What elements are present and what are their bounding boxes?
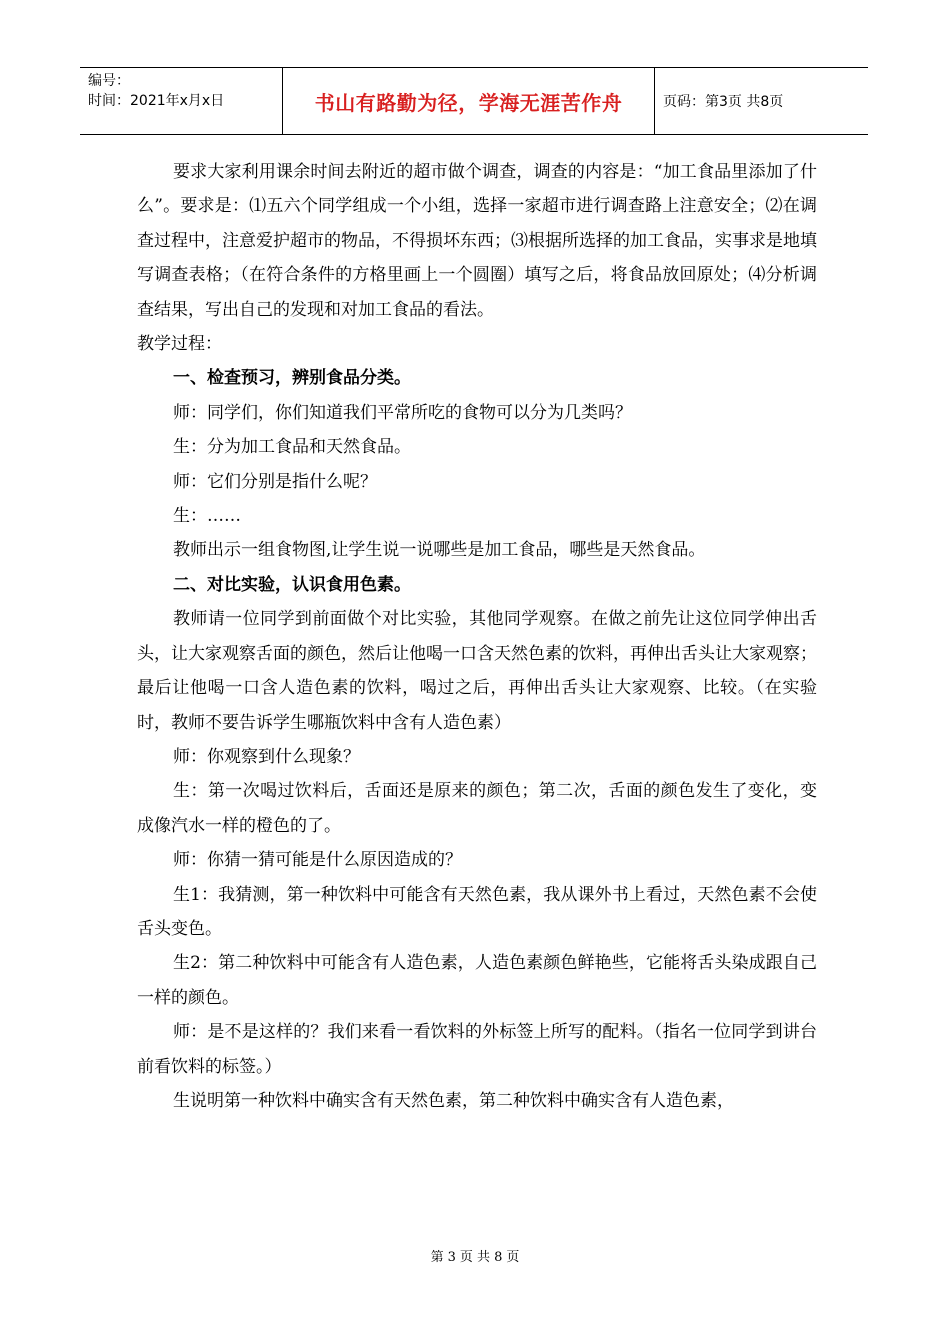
page-footer xyxy=(0,1246,950,1265)
paragraph: 生说明第一种饮料中确实含有天然色素，第二种饮料中确实含有人造色素， xyxy=(173,1090,734,1111)
page-info: 页码：第3页 共8页 xyxy=(663,94,784,110)
footer-middle: 页 共 xyxy=(459,1250,491,1265)
paragraph: 教师请一位同学到前面做个对比实验，其他同学观察。在做之前先让这位同学伸出舌头，让大家观察舌面的颜色，然后让他喝一口含天然色素的饮料，再伸出舌头让大家观察；最后让他喝一口含人造色素的饮料，喝过之后，再伸出舌头让大家观察、比较。（在实验时，教师不要告诉学生哪瓶饮料中含有人造色素） xyxy=(137,609,817,733)
motto: 书山有路勤为径，学海无涯苦作舟 xyxy=(314,90,623,115)
number-label: 编号： xyxy=(88,73,130,89)
paragraph: 生2：第二种饮料中可能含有人造色素，人造色素颜色鲜艳些，它能将舌头染成跟自己一样的颜色。 xyxy=(137,953,817,1008)
section-heading-two: 二、对比实验，认识食用色素。 xyxy=(173,574,411,595)
paragraph: 师：它们分别是指什么呢？ xyxy=(173,471,377,492)
paragraph: 生：第一次喝过饮料后，舌面还是原来的颜色；第二次，舌面的颜色发生了变化，变成像汽水一样的橙色的了。 xyxy=(137,781,817,836)
page-header xyxy=(80,67,868,135)
footer-prefix: 第 xyxy=(430,1250,444,1265)
section-heading-one: 一、检查预习，辨别食品分类。 xyxy=(173,368,411,389)
time-label: 时间：2021年x月x日 xyxy=(88,93,225,109)
paragraph: 师：你观察到什么现象？ xyxy=(173,746,360,767)
footer-total-pages: 8 xyxy=(494,1250,503,1265)
paragraph-survey-requirements: 要求大家利用课余时间去附近的超市做个调查，调查的内容是：“加工食品里添加了什么”。要求是：⑴五六个同学组成一个小组，选择一家超市进行调查路上注意安全；⑵在调查过程中，注意爱护超市的物品，不得损坏东西；⑶根据所选择的加工食品，实事求是地填写调查表格；（在符合条件的方格里画上一个圆圈）填写之后，将食品放回原处；⑷分析调查结果，写出自己的发现和对加工食品的看法。 xyxy=(137,162,817,320)
paragraph: 教师出示一组食物图,让学生说一说哪些是加工食品，哪些是天然食品。 xyxy=(173,540,706,561)
paragraph: 生1：我猜测，第一种饮料中可能含有天然色素，我从课外书上看过，天然色素不会使舌头变色。 xyxy=(137,884,817,939)
paragraph: 生：…… xyxy=(173,506,241,527)
paragraph: 生：分为加工食品和天然食品。 xyxy=(173,437,411,458)
header-middle-cell xyxy=(283,68,655,134)
paragraph: 师：你猜一猜可能是什么原因造成的？ xyxy=(173,850,462,871)
header-right-cell xyxy=(655,68,868,134)
section-heading-teaching-process: 教学过程： xyxy=(137,334,222,355)
paragraph: 师：是不是这样的？我们来看一看饮料的外标签上所写的配料。（指名一位同学到讲台前看饮料的标签。） xyxy=(137,1022,817,1077)
footer-current-page: 3 xyxy=(447,1250,456,1265)
paragraph: 师：同学们，你们知道我们平常所吃的食物可以分为几类吗？ xyxy=(173,402,632,423)
footer-suffix: 页 xyxy=(506,1250,520,1265)
header-left-cell xyxy=(80,68,283,134)
document-body xyxy=(137,155,817,1118)
